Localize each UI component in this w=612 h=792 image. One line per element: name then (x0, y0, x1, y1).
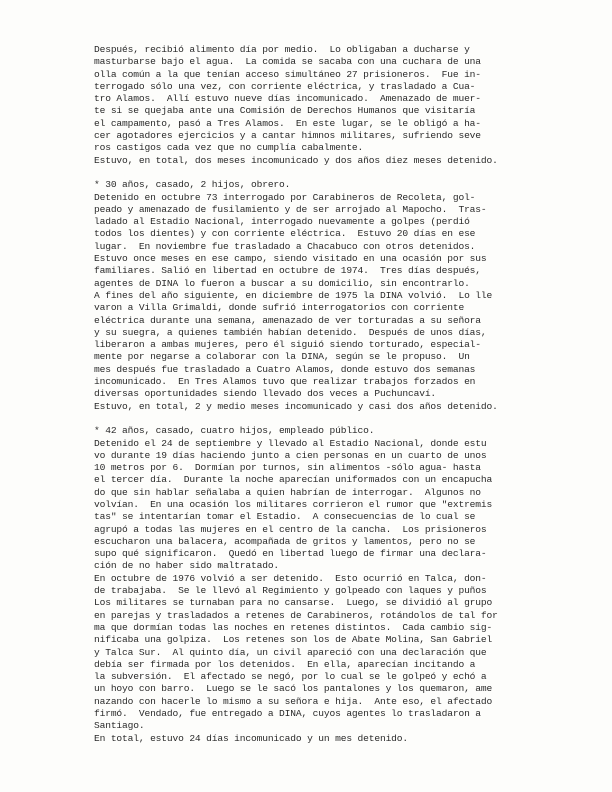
text-line: de trabajaba. Se le llevó al Regimiento y golpeado con laques y puños (94, 585, 487, 597)
text-line: el campamento, pasó a Tres Alamos. En este lugar, se le obligó a ha- (94, 117, 481, 129)
text-line: agrupó a todas las mujeres en el centro de la cancha. Los prisioneros (94, 523, 487, 535)
text-line: lugar. En noviembre fue trasladado a Chacabuco con otros detenidos. (94, 240, 476, 252)
text-line: tro Alamos. Allí estuvo nueve días incomunicado. Amenazado de muer- (94, 93, 481, 105)
text-line: mente por negarse a colaborar con la DINA, según se le propuso. Un (94, 351, 470, 363)
typewritten-text-body (94, 44, 534, 745)
text-line: y su suegra, a quienes también habían detenido. Después de unos días, (94, 326, 487, 338)
text-line: escucharon una balacera, acompañada de gritos y lamentos, pero no se (94, 535, 476, 547)
text-line: mes después fue trasladado a Cuatro Alamos, donde estuvo dos semanas (94, 363, 476, 375)
paragraph-gap (94, 167, 534, 179)
text-line: nificaba una golpiza. Los retenes son los de Abate Molina, San Gabriel (94, 634, 493, 646)
text-line: varon a Villa Grimaldi, donde sufrió interrogatorios con corriente (94, 302, 465, 314)
text-line: firmó. Vendado, fue entregado a DINA, cuyos agentes lo trasladaron a (94, 708, 481, 720)
text-line: ción de no haber sido maltratado. (94, 560, 280, 572)
text-line: familiares. Salió en libertad en octubre de 1974. Tres días después, (94, 265, 481, 277)
text-line: debía ser firmada por los detenidos. En ella, aparecían incitando a (94, 658, 476, 670)
paragraph (94, 44, 534, 167)
text-line: peado y amenazado de fusilamiento y de ser arrojado al Mapocho. Tras- (94, 203, 487, 215)
text-line: nazando con hacerle lo mismo a su señora e hija. Ante eso, el afectado (94, 695, 493, 707)
text-line: A fines del año siguiente, en diciembre de 1975 la DINA volvió. Lo lle (94, 289, 493, 301)
text-line: diversas oportunidades siendo llevado dos veces a Puchuncaví. (94, 388, 437, 400)
paragraph (94, 179, 534, 413)
text-line: Estuvo once meses en ese campo, siendo visitado en una ocasión por sus (94, 253, 487, 265)
text-line: supo qué significaron. Quedó en libertad luego de firmar una declara- (94, 548, 487, 560)
text-line: terrogado sólo una vez, con corriente eléctrica, y trasladado a Cua- (94, 80, 476, 92)
text-line: ros castigos cada vez que no cumplía cabalmente. (94, 142, 364, 154)
text-line: En total, estuvo 24 días incomunicado y un mes detenido. (94, 732, 409, 744)
text-line: do que sin hablar señalaba a quien habrían de interrogar. Algunos no (94, 486, 481, 498)
text-line: masturbarse bajo el agua. La comida se sacaba con una cuchara de una (94, 56, 481, 68)
text-line: * 42 años, casado, cuatro hijos, empleado público. (94, 425, 375, 437)
text-line: te si se quejaba ante una Comisión de Derechos Humanos que visitaría (94, 105, 476, 117)
text-line: * 30 años, casado, 2 hijos, obrero. (94, 179, 291, 191)
text-line: el tercer día. Durante la noche aparecían uniformados con un encapucha (94, 474, 493, 486)
text-line: vo durante 19 días haciendo junto a cien personas en un cuarto de unos (94, 449, 487, 461)
text-line: todos los dientes) y con corriente eléctrica. Estuvo 20 días en ese (94, 228, 476, 240)
text-line: ma que dormían todas las noches en retenes distintos. Cada cambio sig- (94, 621, 493, 633)
paragraph (94, 425, 534, 745)
text-line: agentes de DINA lo fueron a buscar a su domicilio, sin encontrarlo. (94, 277, 470, 289)
text-line: en parejas y trasladados a retenes de Carabineros, rotándolos de tal for (94, 609, 498, 621)
text-line: tas" se intentarían tomar el Estadio. A consecuencias de lo cual se (94, 511, 476, 523)
text-line: Santiago. (94, 720, 145, 732)
text-line: Estuvo, en total, dos meses incomunicado y dos años diez meses detenido. (94, 154, 498, 166)
text-line: Los militares se turnaban para no cansarse. Luego, se dividió al grupo (94, 597, 493, 609)
text-line: Detenido en octubre 73 interrogado por Carabineros de Recoleta, gol- (94, 191, 476, 203)
text-line: 10 metros por 6. Dormían por turnos, sin alimentos -sólo agua- hasta (94, 462, 481, 474)
text-line: cer agotadores ejercicios y a cantar himnos militares, sufriendo seve (94, 130, 481, 142)
text-line: y Talca Sur. Al quinto día, un civil apareció con una declaración que (94, 646, 487, 658)
text-line: eléctrica durante una semana, amenazado de ver torturadas a su señora (94, 314, 481, 326)
text-line: En octubre de 1976 volvió a ser detenido. Esto ocurrió en Talca, don- (94, 572, 487, 584)
text-line: Estuvo, en total, 2 y medio meses incomunicado y casi dos años detenido. (94, 400, 498, 412)
paragraph-gap (94, 413, 534, 425)
text-line: Después, recibió alimento día por medio. Lo obligaban a ducharse y (94, 44, 470, 55)
text-line: Detenido el 24 de septiembre y llevado al Estadio Nacional, donde estu (94, 437, 487, 449)
text-line: volvían. En una ocasión los militares corrieron el rumor que "extremis (94, 498, 493, 510)
text-line: ladado al Estadio Nacional, interrogado nuevamente a golpes (perdió (94, 216, 470, 228)
text-line: liberaron a ambas mujeres, pero él siguió siendo torturado, especial- (94, 339, 481, 351)
text-line: olla común a la que tenían acceso simultáneo 27 prisioneros. Fue in- (94, 68, 481, 80)
text-line: un hoyo con barro. Luego se le sacó los pantalones y los quemaron, ame (94, 683, 493, 695)
text-line: la subversión. El afectado se negó, por lo cual se le golpeó y echó a (94, 671, 487, 683)
text-line: incomunicado. En Tres Alamos tuvo que realizar trabajos forzados en (94, 376, 476, 388)
